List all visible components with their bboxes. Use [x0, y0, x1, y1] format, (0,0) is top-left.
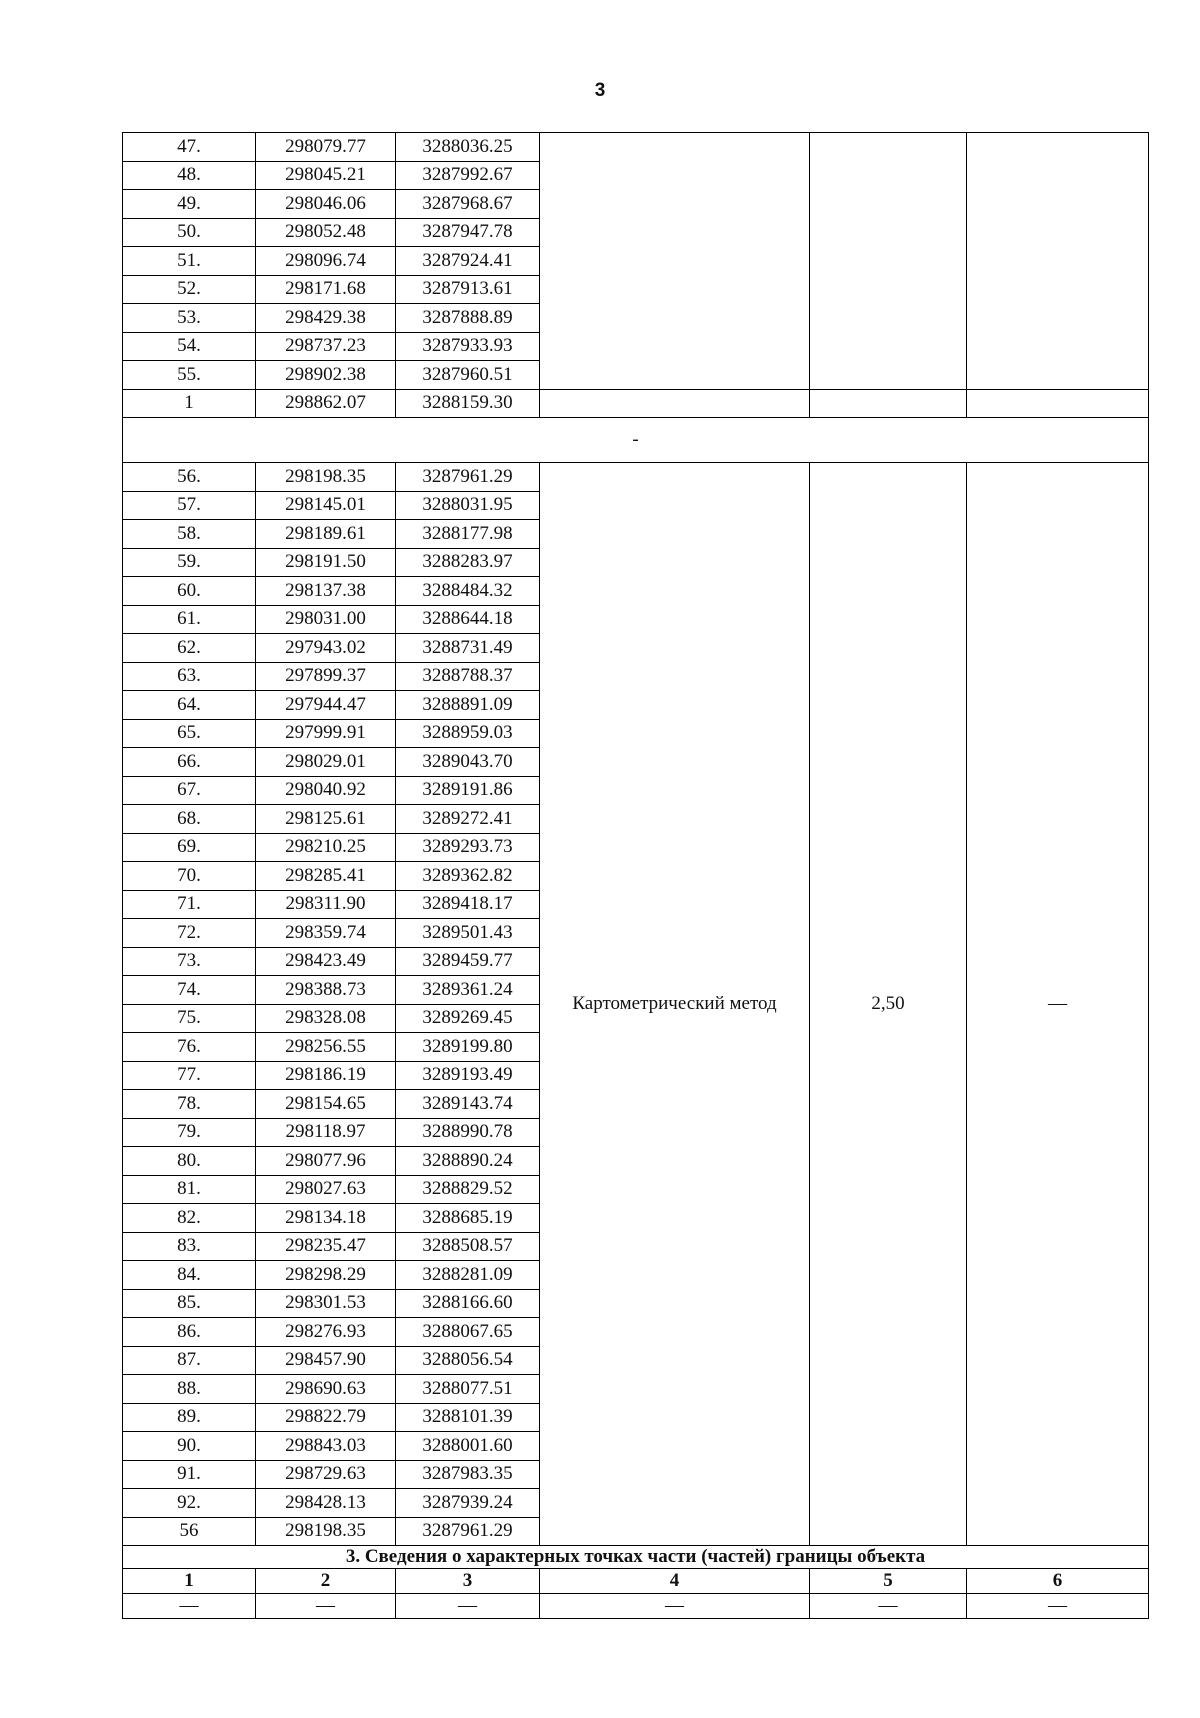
table-row — [123, 463, 1149, 492]
y-coordinate-cell: 3287968.67 — [396, 190, 540, 219]
point-number-cell: 66. — [123, 748, 256, 777]
x-coordinate-cell: 298125.61 — [256, 805, 396, 834]
table-row — [123, 389, 1149, 418]
method-cell: Картометрический метод — [540, 463, 810, 1546]
point-number-cell: 68. — [123, 805, 256, 834]
y-coordinate-cell: 3289293.73 — [396, 833, 540, 862]
y-coordinate-cell: 3287924.41 — [396, 247, 540, 276]
y-coordinate-cell: 3288484.32 — [396, 577, 540, 606]
point-number-cell: 59. — [123, 548, 256, 577]
point-number-cell: 77. — [123, 1061, 256, 1090]
point-number-cell: 72. — [123, 919, 256, 948]
section-title-row — [123, 1546, 1149, 1569]
accuracy-cell — [810, 389, 967, 418]
y-coordinate-cell: 3287947.78 — [396, 218, 540, 247]
x-coordinate-cell: 298276.93 — [256, 1318, 396, 1347]
point-number-cell: 48. — [123, 161, 256, 190]
x-coordinate-cell: 298189.61 — [256, 520, 396, 549]
y-coordinate-cell: 3288001.60 — [396, 1432, 540, 1461]
section-title: 3. Сведения о характерных точках части (частей) границы объекта — [123, 1546, 1149, 1569]
y-coordinate-cell: 3288685.19 — [396, 1204, 540, 1233]
point-number-cell: 81. — [123, 1175, 256, 1204]
y-coordinate-cell: 3288067.65 — [396, 1318, 540, 1347]
x-coordinate-cell: 298186.19 — [256, 1061, 396, 1090]
point-number-cell: 56. — [123, 463, 256, 492]
y-coordinate-cell: 3288959.03 — [396, 719, 540, 748]
dash-cell: — — [810, 1594, 967, 1619]
y-coordinate-cell: 3289459.77 — [396, 947, 540, 976]
column-number-cell: 6 — [967, 1569, 1149, 1594]
point-number-cell: 83. — [123, 1232, 256, 1261]
y-coordinate-cell: 3288281.09 — [396, 1261, 540, 1290]
point-number-cell: 63. — [123, 662, 256, 691]
y-coordinate-cell: 3288508.57 — [396, 1232, 540, 1261]
x-coordinate-cell: 298235.47 — [256, 1232, 396, 1261]
point-number-cell: 54. — [123, 332, 256, 361]
x-coordinate-cell: 298040.92 — [256, 776, 396, 805]
y-coordinate-cell: 3288890.24 — [396, 1147, 540, 1176]
y-coordinate-cell: 3289362.82 — [396, 862, 540, 891]
y-coordinate-cell: 3288177.98 — [396, 520, 540, 549]
method-cell — [540, 389, 810, 418]
y-coordinate-cell: 3288644.18 — [396, 605, 540, 634]
x-coordinate-cell: 298077.96 — [256, 1147, 396, 1176]
accuracy-cell — [810, 133, 967, 390]
point-number-cell: 75. — [123, 1004, 256, 1033]
y-coordinate-cell: 3289191.86 — [396, 776, 540, 805]
x-coordinate-cell: 298045.21 — [256, 161, 396, 190]
point-number-cell: 51. — [123, 247, 256, 276]
point-number-cell: 62. — [123, 634, 256, 663]
page-number: 3 — [594, 80, 606, 101]
point-number-cell: 53. — [123, 304, 256, 333]
x-coordinate-cell: 297999.91 — [256, 719, 396, 748]
note-cell: — — [967, 463, 1149, 1546]
x-coordinate-cell: 298862.07 — [256, 389, 396, 418]
y-coordinate-cell: 3287960.51 — [396, 361, 540, 390]
dash-cell: — — [967, 1594, 1149, 1619]
y-coordinate-cell: 3288036.25 — [396, 133, 540, 162]
y-coordinate-cell: 3288101.39 — [396, 1403, 540, 1432]
x-coordinate-cell: 297943.02 — [256, 634, 396, 663]
y-coordinate-cell: 3289043.70 — [396, 748, 540, 777]
point-number-cell: 84. — [123, 1261, 256, 1290]
boundary-points-table — [122, 132, 1149, 1619]
x-coordinate-cell: 298052.48 — [256, 218, 396, 247]
y-coordinate-cell: 3288891.09 — [396, 691, 540, 720]
x-coordinate-cell: 298118.97 — [256, 1118, 396, 1147]
y-coordinate-cell: 3288077.51 — [396, 1375, 540, 1404]
dash-cell: — — [396, 1594, 540, 1619]
x-coordinate-cell: 298137.38 — [256, 577, 396, 606]
point-number-cell: 87. — [123, 1346, 256, 1375]
x-coordinate-cell: 298328.08 — [256, 1004, 396, 1033]
y-coordinate-cell: 3287983.35 — [396, 1460, 540, 1489]
x-coordinate-cell: 298029.01 — [256, 748, 396, 777]
y-coordinate-cell: 3289199.80 — [396, 1033, 540, 1062]
point-number-cell: 91. — [123, 1460, 256, 1489]
point-number-cell: 60. — [123, 577, 256, 606]
separator-cell: - — [123, 418, 1149, 463]
dash-cell: — — [123, 1594, 256, 1619]
point-number-cell: 64. — [123, 691, 256, 720]
x-coordinate-cell: 298428.13 — [256, 1489, 396, 1518]
dash-cell: — — [540, 1594, 810, 1619]
y-coordinate-cell: 3287961.29 — [396, 1517, 540, 1546]
y-coordinate-cell: 3287913.61 — [396, 275, 540, 304]
column-number-cell: 5 — [810, 1569, 967, 1594]
y-coordinate-cell: 3288788.37 — [396, 662, 540, 691]
x-coordinate-cell: 298423.49 — [256, 947, 396, 976]
point-number-cell: 58. — [123, 520, 256, 549]
point-number-cell: 56 — [123, 1517, 256, 1546]
point-number-cell: 74. — [123, 976, 256, 1005]
x-coordinate-cell: 297899.37 — [256, 662, 396, 691]
x-coordinate-cell: 298171.68 — [256, 275, 396, 304]
x-coordinate-cell: 298198.35 — [256, 463, 396, 492]
x-coordinate-cell: 298079.77 — [256, 133, 396, 162]
point-number-cell: 69. — [123, 833, 256, 862]
table-row — [123, 133, 1149, 162]
x-coordinate-cell: 298154.65 — [256, 1090, 396, 1119]
point-number-cell: 47. — [123, 133, 256, 162]
point-number-cell: 73. — [123, 947, 256, 976]
method-cell — [540, 133, 810, 390]
y-coordinate-cell: 3288829.52 — [396, 1175, 540, 1204]
point-number-cell: 71. — [123, 890, 256, 919]
point-number-cell: 1 — [123, 389, 256, 418]
x-coordinate-cell: 298902.38 — [256, 361, 396, 390]
point-number-cell: 61. — [123, 605, 256, 634]
y-coordinate-cell: 3288731.49 — [396, 634, 540, 663]
y-coordinate-cell: 3288031.95 — [396, 491, 540, 520]
x-coordinate-cell: 298429.38 — [256, 304, 396, 333]
x-coordinate-cell: 298046.06 — [256, 190, 396, 219]
column-number-cell: 1 — [123, 1569, 256, 1594]
point-number-cell: 57. — [123, 491, 256, 520]
point-number-cell: 52. — [123, 275, 256, 304]
x-coordinate-cell: 298027.63 — [256, 1175, 396, 1204]
x-coordinate-cell: 298729.63 — [256, 1460, 396, 1489]
point-number-cell: 89. — [123, 1403, 256, 1432]
separator-row — [123, 418, 1149, 463]
y-coordinate-cell: 3289269.45 — [396, 1004, 540, 1033]
point-number-cell: 82. — [123, 1204, 256, 1233]
column-number-cell: 3 — [396, 1569, 540, 1594]
x-coordinate-cell: 298198.35 — [256, 1517, 396, 1546]
y-coordinate-cell: 3287961.29 — [396, 463, 540, 492]
point-number-cell: 79. — [123, 1118, 256, 1147]
y-coordinate-cell: 3287939.24 — [396, 1489, 540, 1518]
x-coordinate-cell: 298388.73 — [256, 976, 396, 1005]
x-coordinate-cell: 298311.90 — [256, 890, 396, 919]
x-coordinate-cell: 298843.03 — [256, 1432, 396, 1461]
y-coordinate-cell: 3287888.89 — [396, 304, 540, 333]
x-coordinate-cell: 298457.90 — [256, 1346, 396, 1375]
x-coordinate-cell: 298822.79 — [256, 1403, 396, 1432]
point-number-cell: 65. — [123, 719, 256, 748]
y-coordinate-cell: 3289272.41 — [396, 805, 540, 834]
x-coordinate-cell: 298134.18 — [256, 1204, 396, 1233]
x-coordinate-cell: 298298.29 — [256, 1261, 396, 1290]
y-coordinate-cell: 3288990.78 — [396, 1118, 540, 1147]
point-number-cell: 70. — [123, 862, 256, 891]
column-number-cell: 4 — [540, 1569, 810, 1594]
column-number-row — [123, 1569, 1149, 1594]
point-number-cell: 92. — [123, 1489, 256, 1518]
point-number-cell: 67. — [123, 776, 256, 805]
y-coordinate-cell: 3289193.49 — [396, 1061, 540, 1090]
y-coordinate-cell: 3288166.60 — [396, 1289, 540, 1318]
point-number-cell: 88. — [123, 1375, 256, 1404]
y-coordinate-cell: 3288056.54 — [396, 1346, 540, 1375]
y-coordinate-cell: 3289143.74 — [396, 1090, 540, 1119]
point-number-cell: 86. — [123, 1318, 256, 1347]
y-coordinate-cell: 3289501.43 — [396, 919, 540, 948]
x-coordinate-cell: 298737.23 — [256, 332, 396, 361]
x-coordinate-cell: 297944.47 — [256, 691, 396, 720]
point-number-cell: 55. — [123, 361, 256, 390]
dash-cell: — — [256, 1594, 396, 1619]
x-coordinate-cell: 298031.00 — [256, 605, 396, 634]
table-row — [123, 1594, 1149, 1619]
y-coordinate-cell: 3289418.17 — [396, 890, 540, 919]
accuracy-cell: 2,50 — [810, 463, 967, 1546]
note-cell — [967, 389, 1149, 418]
point-number-cell: 78. — [123, 1090, 256, 1119]
x-coordinate-cell: 298191.50 — [256, 548, 396, 577]
point-number-cell: 50. — [123, 218, 256, 247]
point-number-cell: 90. — [123, 1432, 256, 1461]
y-coordinate-cell: 3288283.97 — [396, 548, 540, 577]
point-number-cell: 80. — [123, 1147, 256, 1176]
column-number-cell: 2 — [256, 1569, 396, 1594]
x-coordinate-cell: 298301.53 — [256, 1289, 396, 1318]
x-coordinate-cell: 298359.74 — [256, 919, 396, 948]
y-coordinate-cell: 3287992.67 — [396, 161, 540, 190]
x-coordinate-cell: 298210.25 — [256, 833, 396, 862]
point-number-cell: 76. — [123, 1033, 256, 1062]
point-number-cell: 85. — [123, 1289, 256, 1318]
note-cell — [967, 133, 1149, 390]
y-coordinate-cell: 3288159.30 — [396, 389, 540, 418]
x-coordinate-cell: 298690.63 — [256, 1375, 396, 1404]
y-coordinate-cell: 3289361.24 — [396, 976, 540, 1005]
x-coordinate-cell: 298096.74 — [256, 247, 396, 276]
point-number-cell: 49. — [123, 190, 256, 219]
y-coordinate-cell: 3287933.93 — [396, 332, 540, 361]
x-coordinate-cell: 298285.41 — [256, 862, 396, 891]
x-coordinate-cell: 298256.55 — [256, 1033, 396, 1062]
x-coordinate-cell: 298145.01 — [256, 491, 396, 520]
